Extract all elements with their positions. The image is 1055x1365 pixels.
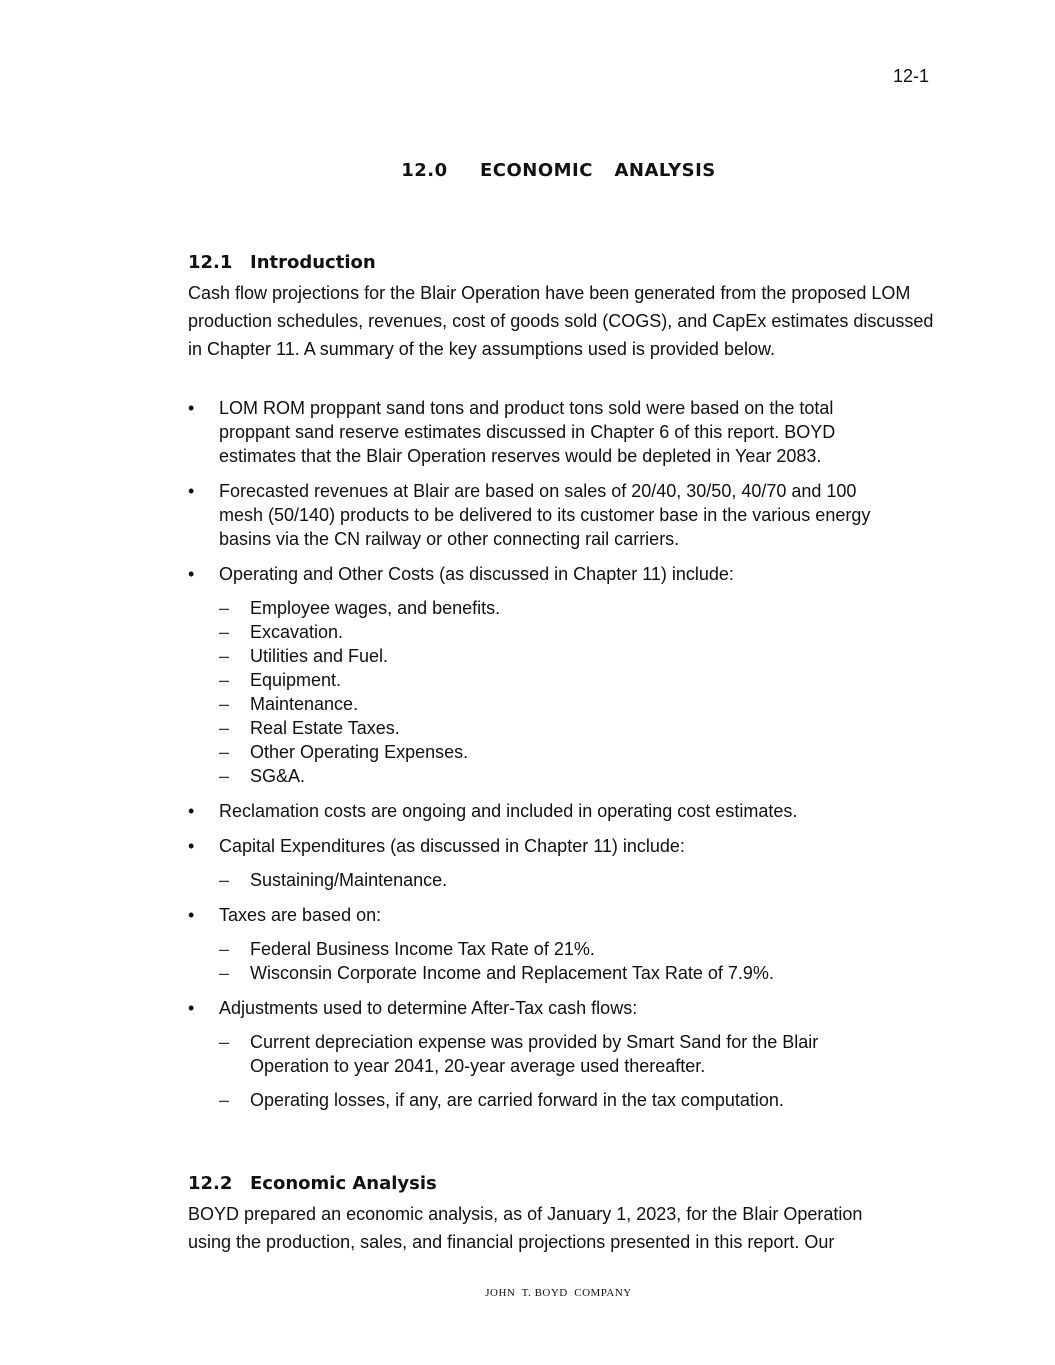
sub-item-text: Maintenance.	[250, 694, 359, 714]
sub-list-item	[219, 868, 888, 892]
sub-item-text: Real Estate Taxes.	[250, 718, 400, 738]
list-item	[188, 996, 888, 1112]
bullet-icon: •	[188, 564, 195, 584]
taxes-list	[219, 937, 888, 985]
list-item-text: Forecasted revenues at Blair are based on sales of 20/40, 30/50, 40/70 and 100 mesh (50/140) products to be delivered to its customer base in the various energy basins via the CN railway or other connecting rail carriers.	[219, 481, 871, 549]
dash-icon: –	[219, 1090, 230, 1110]
sub-item-text: SG&A.	[250, 766, 306, 786]
dash-icon: –	[219, 963, 230, 983]
sub-item-text: Excavation.	[250, 622, 344, 642]
list-item-text: Reclamation costs are ongoing and included in operating cost estimates.	[219, 801, 798, 821]
sub-item-text: Utilities and Fuel.	[250, 646, 389, 666]
operating-costs-list	[219, 596, 888, 788]
dash-icon: –	[219, 598, 230, 618]
dash-icon: –	[219, 670, 230, 690]
list-item	[188, 562, 888, 788]
list-item-text: Capital Expenditures (as discussed in Chapter 11) include:	[219, 836, 685, 856]
bullet-icon: •	[188, 481, 195, 501]
sub-item-text: Current depreciation expense was provided by Smart Sand for the Blair Operation to year 2041, 20-year average used thereafter.	[250, 1032, 819, 1076]
section-economic-analysis	[188, 1173, 948, 1256]
page-number: 12-1	[892, 66, 929, 86]
sub-list-item	[219, 740, 888, 764]
section-title: Introduction	[250, 252, 376, 273]
sub-list-item	[219, 692, 888, 716]
bullet-icon: •	[188, 905, 195, 925]
sub-item-text: Equipment.	[250, 670, 342, 690]
sub-item-text: Wisconsin Corporate Income and Replacement Tax Rate of 7.9%.	[250, 963, 774, 983]
sub-item-text: Federal Business Income Tax Rate of 21%.	[250, 939, 595, 959]
sub-list-item	[219, 961, 888, 985]
sub-list-item	[219, 764, 888, 788]
bullet-icon: •	[188, 801, 195, 821]
list-item	[188, 479, 888, 551]
sub-item-text: Employee wages, and benefits.	[250, 598, 501, 618]
dash-icon: –	[219, 694, 230, 714]
adjustments-list	[219, 1030, 888, 1112]
list-item	[188, 834, 888, 892]
assumptions-list	[188, 396, 888, 1112]
sub-item-text: Operating losses, if any, are carried forward in the tax computation.	[250, 1090, 784, 1110]
section-heading-economic-analysis	[188, 1173, 948, 1194]
dash-icon: –	[219, 718, 230, 738]
bullet-icon: •	[188, 836, 195, 856]
section-number: 12.2	[188, 1173, 233, 1194]
dash-icon: –	[219, 646, 230, 666]
sub-list-item	[219, 716, 888, 740]
sub-list-item	[219, 620, 888, 644]
list-item-text: Adjustments used to determine After-Tax cash flows:	[219, 998, 638, 1018]
list-item-text: LOM ROM proppant sand tons and product tons sold were based on the total proppant sand reserve estimates discussed in Chapter 6 of this report. BOYD estimates that the Blair Operation reserves would be depleted in Year 2083.	[219, 398, 836, 466]
intro-paragraph: Cash flow projections for the Blair Operation have been generated from the proposed LOM production schedules, revenues, cost of goods sold (COGS), and CapEx estimates discussed in Chapter 11. A summary of the key assumptions used is provided below.	[188, 283, 934, 359]
capex-list	[219, 868, 888, 892]
dash-icon: –	[219, 1032, 230, 1052]
sub-list-item	[219, 668, 888, 692]
economic-analysis-paragraph: BOYD prepared an economic analysis, as of January 1, 2023, for the Blair Operation using the production, sales, and financial projections presented in this report. Our	[188, 1204, 863, 1252]
list-item-text: Taxes are based on:	[219, 905, 382, 925]
bullet-icon: •	[188, 998, 195, 1018]
sub-list-item	[219, 937, 888, 961]
footer: JOHN T. BOYD COMPANY	[485, 1287, 632, 1299]
sub-item-text: Other Operating Expenses.	[250, 742, 469, 762]
section-number: 12.1	[188, 252, 233, 273]
list-item-text: Operating and Other Costs (as discussed in Chapter 11) include:	[219, 564, 734, 584]
section-heading-introduction	[188, 252, 948, 273]
dash-icon: –	[219, 742, 230, 762]
sub-list-item	[219, 644, 888, 668]
list-item	[188, 903, 888, 985]
section-title: Economic Analysis	[250, 1173, 437, 1194]
dash-icon: –	[219, 766, 230, 786]
page-title: 12.0 ECONOMIC ANALYSIS	[401, 160, 716, 181]
list-item	[188, 396, 888, 468]
sub-item-text: Sustaining/Maintenance.	[250, 870, 448, 890]
sub-list-item	[219, 1088, 888, 1112]
sub-list-item	[219, 596, 888, 620]
bullet-icon: •	[188, 398, 195, 418]
dash-icon: –	[219, 939, 230, 959]
section-introduction	[188, 252, 948, 363]
dash-icon: –	[219, 622, 230, 642]
list-item	[188, 799, 888, 823]
assumptions-list-container	[188, 396, 888, 1123]
dash-icon: –	[219, 870, 230, 890]
sub-list-item	[219, 1030, 888, 1078]
